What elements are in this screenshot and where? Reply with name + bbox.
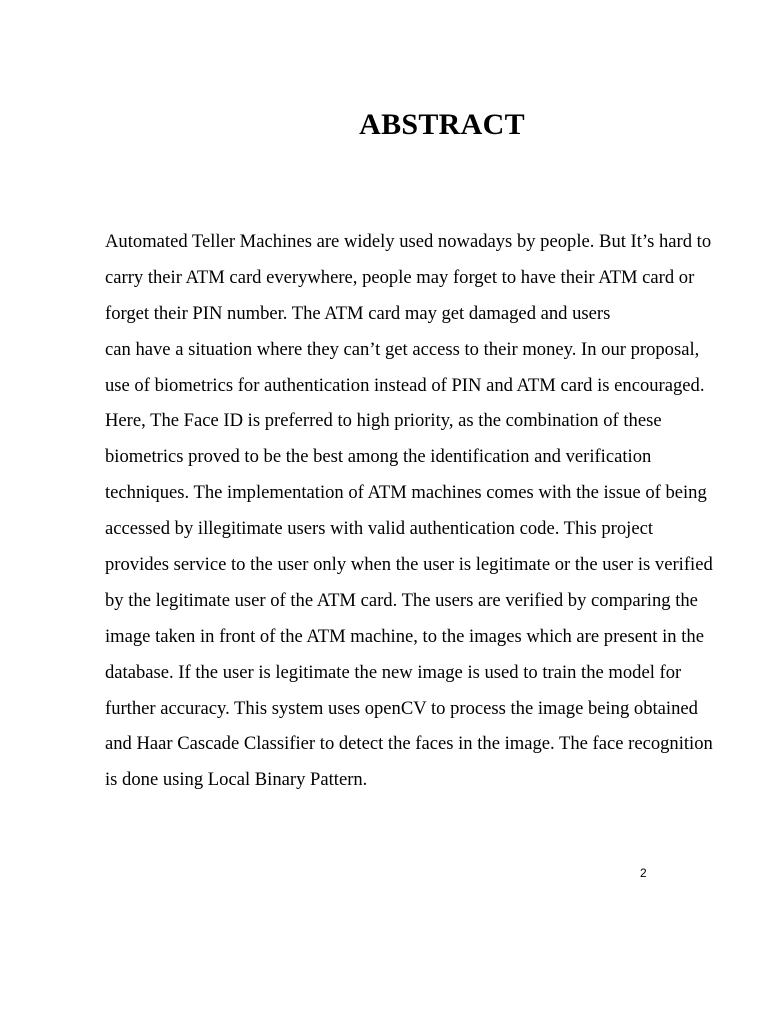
abstract-line: image taken in front of the ATM machine, to the images which are present in the: [105, 625, 704, 647]
abstract-line: can have a situation where they can’t get access to their money. In our proposal,: [105, 338, 700, 360]
abstract-line: Automated Teller Machines are widely used nowadays by people. But It’s hard to: [105, 231, 712, 252]
abstract-line: use of biometrics for authentication instead of PIN and ATM card is encouraged.: [105, 374, 705, 396]
abstract-line: and Haar Cascade Classifier to detect the faces in the image. The face recognition: [105, 733, 713, 755]
abstract-line: provides service to the user only when the user is legitimate or the user is verified: [105, 554, 713, 576]
abstract-line: database. If the user is legitimate the new image is used to train the model for: [105, 661, 682, 683]
abstract-line: techniques. The implementation of ATM machines comes with the issue of being: [105, 482, 707, 504]
abstract-line: is done using Local Binary Pattern.: [105, 769, 368, 791]
page-number: 2: [640, 866, 647, 880]
abstract-line: accessed by illegitimate users with valid authentication code. This project: [105, 518, 654, 540]
abstract-body: [105, 224, 765, 798]
abstract-line: further accuracy. This system uses openCV to process the image being obtained: [105, 697, 698, 719]
page-title: ABSTRACT: [359, 108, 525, 141]
abstract-line: Here, The Face ID is preferred to high priority, as the combination of these: [105, 410, 662, 432]
abstract-line: carry their ATM card everywhere, people may forget to have their ATM card or: [105, 266, 695, 288]
abstract-line: by the legitimate user of the ATM card. The users are verified by comparing the: [105, 589, 698, 611]
abstract-line: forget their PIN number. The ATM card may get damaged and users: [105, 302, 611, 324]
abstract-line: biometrics proved to be the best among the identification and verification: [105, 446, 652, 468]
